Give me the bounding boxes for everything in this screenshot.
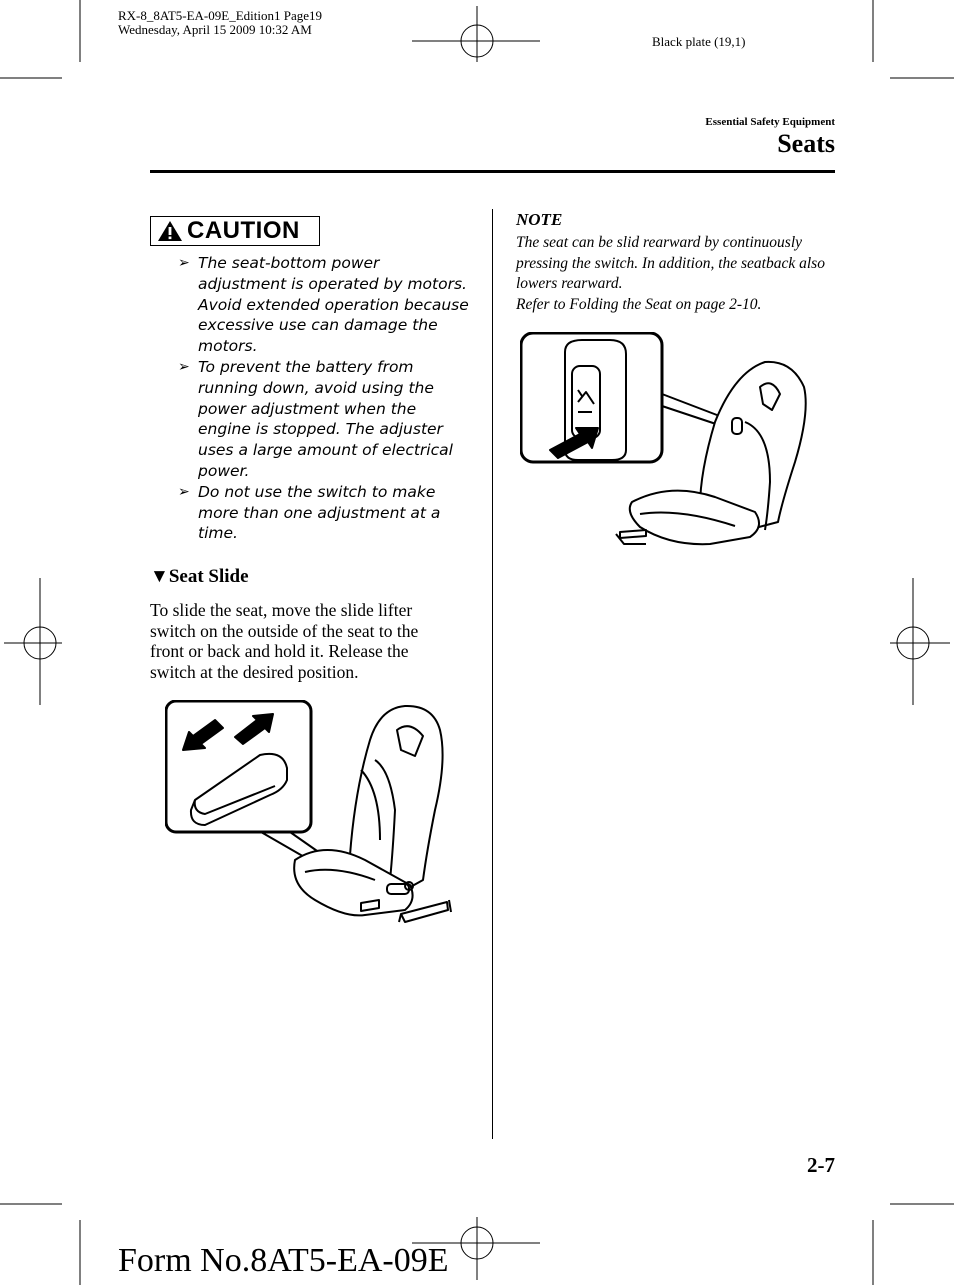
note-text: The seat can be slid rearward by continuously pressing the switch. In addition, the seatback also lowers rearward. <box>516 234 825 293</box>
bullet-arrow-icon: ➢ <box>178 483 190 500</box>
print-meta-file: RX-8_8AT5-EA-09E_Edition1 Page19 <box>118 8 323 23</box>
bullet-arrow-icon: ➢ <box>178 255 190 271</box>
note-body <box>516 233 834 315</box>
page-title: Seats <box>777 129 835 158</box>
note-reference: Refer to Folding the Seat on page 2-10. <box>516 295 762 313</box>
bullet-arrow-icon: ➢ <box>178 358 190 375</box>
seat-slide-heading: ▼Seat Slide <box>150 566 249 587</box>
print-meta-date: Wednesday, April 15 2009 10:32 AM <box>118 22 312 37</box>
triangle-marker-icon: ▼ <box>150 566 169 587</box>
seat-slide-illustration <box>165 700 455 930</box>
caution-label-box <box>150 216 320 246</box>
form-number: Form No.8AT5-EA-09E <box>118 1242 449 1279</box>
page-number: 2-7 <box>807 1153 835 1177</box>
caution-item: ➢ The seat-bottom power adjustment is operated by motors. Avoid extended operation because excessive use can damage the motors. <box>178 254 469 356</box>
caution-label: CAUTION <box>187 217 300 244</box>
print-meta <box>118 9 322 37</box>
caution-list <box>176 253 471 544</box>
header-rule <box>150 170 835 173</box>
section-name: Essential Safety Equipment <box>705 116 835 128</box>
warning-triangle-icon <box>157 220 183 242</box>
seat-slide-body: To slide the seat, move the slide lifter switch on the outside of the seat to the front or back and hold it. Release the switch at the desired position. <box>150 600 419 682</box>
note-title: NOTE <box>516 210 563 229</box>
caution-item: ➢ Do not use the switch to make more than one adjustment at a time. <box>178 482 441 543</box>
caution-item: ➢ To prevent the battery from running down, avoid using the power adjustment when the engine is stopped. The adjuster uses a large amount of electrical power. <box>178 357 453 480</box>
print-plate: Black plate (19,1) <box>652 34 746 49</box>
column-divider <box>492 209 493 1139</box>
seat-fold-illustration <box>520 332 810 554</box>
